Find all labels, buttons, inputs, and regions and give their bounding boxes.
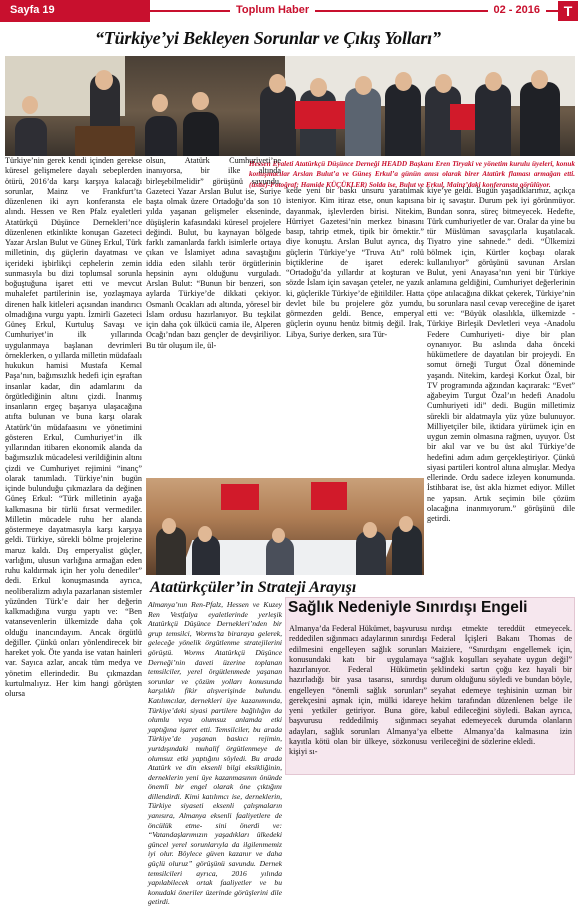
health-column-1	[289, 624, 427, 774]
article-text: olsun, Atatürk Cumhuriyeti’ne inanıyorsa, bir ilke altında birleşebilmelidir” görüşünü savundu. Gazeteci Yazar Arslan Bulut ise, Suriye başta olmak üzere Ortadoğu’da son 10 yılda yaşanan gelişmeler ekseninde, düşüşlerin kafasındaki küresel projelere değindi. Bulut, bu kaynayan bölgede farklı zamanlarda farklı isimlerle ortaya çıkan ve İslamiyet adına savaştığını iddia eden silahlı terör örgütlerinin hepsinin aynı olduğunu vurguladı. Arslan Bulut: “Bunun bir benzeri, son aylarda Türkiye’de dikkati çekiyor. Osmanlı Ocakları adı altında, yöresel bir İslam ordusu hazırlanıyor. Bu teşkilat için daha çok ülkücü camia ile, Alperen Ocağı’ndan bazı gençler de devşiriliyor. Bu tür oluşum ile, ül-	[146, 156, 281, 350]
conference-photo	[5, 56, 575, 156]
section-name: Toplum Haber	[230, 4, 315, 16]
strategy-text-continued: sini önerdi ve: “Vatandaşlarımızın yaşadıkları ülkedeki güncel yerel sorunlarıyla da ilgilenmemiz iyi olur. Böylece güven kazanır ve daha güçlü oluruz” görüşünü savundu. Dernek temsilcileri ayrıca, 2016 yılında yapılabilecek ortak faaliyetler ve bu konudaki öneriler üzerinde görüşlerini dile getirdi.	[148, 820, 282, 907]
health-text: nırdışı etmekte tereddüt etmeyecek. Federal İçişleri Bakanı Thomas de Maiziere, “Sınırdışını engellemek için, “sağlık koşulları seyahate uygun değil” şeklindeki sartın çoğu kez hayali bir durum olduğunu söyledi ve bundan böyle, seyahat edemeye teşhisinin uzman bir hekim tarafından düzenlenen belge ile kabul edileceğini söyledi. Bakan ayrıca, seyahat edemeyecek durumda olanların elbette Almanya’da kalmasına izin verileceğini de sözlerine ekledi.	[431, 624, 572, 746]
strategy-column-1	[148, 600, 282, 907]
article-text: kede yeni bir baskı unsuru yaratılmak isteniyor. Kim itiraz etse, onun kapısına dayanmak, işlevlerden birisi. Nitekim, Hürriyet Gazetesi’nin merkez binasını basıp, tahrip etmek, tipik bir örnektir.” diye konuştu. Arslan Bulut ayrıca, dış güçlerin Türkiye’ye “Truva Atı” rolü biçtiklerine de işaret ederek: “Ortadoğu’da yıllardır at koşturan ve sözde İslam için savaşan çeteler, ne yazık ki, güçlerikle Türkiye’de eğitildiler. Hatta devlet bile bu projelere göz yumdu, görmezden geldi. Bence, emperyal güçlerin oyunu henüz bitmiş değil. Irak, Libya, Suriye derken, sıra Tür-	[286, 186, 424, 339]
article-text: kiye’ye geldi. Bugün yaşadıklarımız, açıkça bir iç savaştır. Durum pek iyi görünmüyor. Bundan sonra, süreç bitmeyecek. Hedefte, Türk cumhuriyetler de var. Oralar da yine bu tür Müslüman savaşçılarla kuşatılacak. Tiyatro yine sahnede.” dedi. “Ülkemizi bölmek için, Kürtler koçbaşı olarak kullanılıyor” görüşünü savunan Arslan Bulut, yeni Anayasa’nın yeni bir Türkiye anlamına geldiğini, Cumhuriyet değerlerinin çöpe atılacağına dikkat çekerek, Türkiye’nin bu sorunlara nasıl cevap vereceğine de işaret etti ve: “Büyük olasılıkla, ülkemizde -Türkiye Birleşik Devletleri veya -Anadolu Federe Cumhuriyeti- diye bir plan oynanıyor. Bu aslında daha önceki hükümetlere de dayatılan bir projeydi. En somut örneği Turgut Özal döneminde yaşandı. Nitekim, kardeşi Korkut Özal, bir TV programında ağzından kaçırarak: “Evet” ağabeyim Turgut Özal’ın hedefi Anadolu Cumhuriyeti idi” dedi. Bugün milletimiz sürekli bir aldatmayla yüz yüze bulunuyor. Milliyetçiler bile, iktidara yürümek için en uygun zemin olmasına rağmen, uyuyor. Üst bir akıl var ve bu üst akıl Türkiye’de hedefini adım adım gerçekleştiriyor. Çünkü siyasi partileri kontrol altına almışlar. Medya ellerinde. Ordu sadece izleyen konumunda. İstihbarat ise, üst akla hizmet ediyor. Millet ne yapsın. Artık seçimin bile çözüm olacağına inanmıyorum.” görüşünü dile getirdi.	[427, 186, 575, 523]
article-column-1	[5, 156, 142, 774]
health-headline: Sağlık Nedeniyle Sınırdışı Engeli	[288, 599, 528, 616]
article-text: Türkiye’nin gerek kendi içinden gerekse küresel gelişmelere dayalı sebeplerden ötürü, 2016’da karşı karşıya kalacağı sorunlar, Mainz ve Frankfurt’ta düzenlenen iki ayrı konferansta ele alındı. Hessen ve Ren Pfalz eyaletleri Atatürkçü Düşünce Dernekleri’nce düzenlenen etkinlikte konuşan Gazeteci Yazar Arslan Bulut ve Güneş Erkul, Türk milletinin, dış güçlerin dayatması ve içerideki işbirlikçi cephelerin zemin sunmasıyla bu dizi toplumsal sorunla boğuştuğuna işaret etti ve mevcut muhalefet partilerinin ise, yozlaşmaya direnen halk kitleleri açısından inandırıcı olmadığına vurgu yaptı. İzmirli Gazeteci Güneş Erkul, Kurtuluş Savaşı ve Cumhuriyet’in ilk yıllarında uygulanmaya başlanan devrimleri örneklerken, o yıllarda milletin müdafaalı hukukun hamisi Mustafa Kemal Paşa’nın, bağımsızlık hedefi için eşraftan insanlar kadar, din adamlarını da örgütlediğinin altını çizdi. İnanmış insanların ergeç başarıya ulaşacağına atıfta bulunan ve buna karşı olarak Atatürk’ün müdafaasını ve yönetimini gösteren Erkul, Cumhuriyet’in ilk yıllarından itibaren ekonomik alanda da bağımsızlık mücadelesi verildiğinin altını çizdi ve Cumhuriyet rejimini “inanç” olarak tanımladı. Türkiye’nin bugün içinde bulunduğu çıkmazlara da değinen Güneş Erkul: “Türk milletinin ayağa kalkmasına bir türlü fırsat vermediler. Milletin mücadele ruhu her alanda göstermeye dayatmasıyla karşı karşıya geldi. Türkiye, sürekli bölme projelerine maruz kaldı. Dış emperyalist güçler, varlığını, ulusun varlığına armağan eden ruhu kaldırmak için her yolu denediler” dedi. Erkul konuşmasında ayrıca, neoliberalizm adıyla pazarlanan sistemler yüzünden Türk’e dair her değerin kalkmadığına vurgu yaptı ve: “Ben vatansevenlerin ülkemizde daha çok olduğu inancındayım. Ancak örgütlü değiller. Çünkü onları yönlendirecek bir hareket yok. Öte yanda ise vatan hainleri var. Sayıca azlar, ancak tüm medya ve yönetim ellerindedir. Bu çıkmazdan kurtulmalıyız. Her kim hangi görüşten olursa	[5, 156, 142, 698]
issue-date: 02 - 2016	[488, 4, 546, 16]
photo-caption: Hessen Eyaleti Atatürkçü Düşünce Derneği HEADD Başkanı Eren Tiryaki ve yönetim kurulu üyeleri, konuk konuşmacılar Arslan Bulut’a ve Güneş Erkul’a günün anısı olarak birer Atatürk flaması armağan etti. (üstte)-Fotoğraf: Hamide KÜÇÜKLER) Solda ise, Bulut ve Erkul, Mainz’daki konferansta görülüyor.	[249, 160, 575, 189]
article-column-3	[286, 186, 424, 476]
meeting-photo	[146, 478, 424, 575]
article-column-2	[146, 156, 281, 476]
strategy-text: Almanya’nın Ren-Pfalz, Hessen ve Kuzey Ren Vestfalya eyaletlerinde yerleşik Atatürkçü Düşünce Dernekleri’nden bir grup temsilci, Worms’ta biraraya gelerek, geleceğe yönelik örgütlenme stratejilerini görüştü. Worms Atatürkçü Düşünce Derneği’nin daveti üzerine toplanan temsilciler, yerel örgütlenmede yaşanan sorunlar ve çözüm yolları konusunda karşılıklı fikir alışverişinde bulundu. Katılımcılar, dernekleri üye kazanımında, Türkiye’deki siyasi partilere bağlılığın da olumlu veya olumsuz anlamda etki yaptığına işaret etti. Temsilciler, bu arada Türkiye’de yaşanan baskıcı rejimin, yurtdışındaki muhalif örgütlenmeye de olumsuz etki yaptığını söyledi. Bu arada Atatürk ve din eksenli bilgi eksikliğinin, derneklerin yeni üye kazanmasının önünde önemli bir engel olarak öne çıktığını dillendirdi. Kimi katılımcı ise, derneklerin, Türkiye siyaseti eksenli çalışmaların yanısıra, Almanya eksenli faaliyetlere de öncülük etme- sini önerdi ve: “Vatandaşlarımızın yaşadıkları ülkedeki güncel yerel sorunlarıyla da ilgilenmemiz iyi olur. Böylece güven kazanır ve daha güçlü oluruz” görüşünü savundu. Dernek temsilcileri ayrıca, 2016 yılında yapılabilecek ortak faaliyetler ve bu konudaki öneriler üzerinde görüşlerini dile getirdi.	[148, 600, 282, 907]
main-headline: “Türkiye’yi Bekleyen Sorunlar ve Çıkış Yolları”	[95, 28, 441, 48]
health-text: Almanya’da Federal Hükümet, başvurusu reddedilen sığınmacı adaylarının sınırdışı edilmesini engelleyen sağlık sorunları konusundaki katı bir uygulamaya hazırlanıyor. Federal Hükümetin hazırladığı bir yasa tasarısı, sınırdışı engelleyen “önemli sağlık sorunları” gerekçesini aşmak için, mülki idareye yeni yetkiler getiriyor. Buna göre, başvurusu reddedilmiş sığınmacı adayları, sağlık sorunları Almanya’ya kayıtla kötü olan bir ülkeye, sözkonusu kişiyi sı-	[289, 624, 427, 756]
strategy-headline: Atatürkçüler’in Strateji Arayışı	[150, 579, 357, 596]
health-column-2	[431, 624, 572, 774]
page-number: Sayfa 19	[10, 4, 55, 16]
page-header	[0, 0, 580, 22]
newspaper-logo-icon: T	[558, 1, 578, 21]
article-column-4	[427, 186, 575, 594]
